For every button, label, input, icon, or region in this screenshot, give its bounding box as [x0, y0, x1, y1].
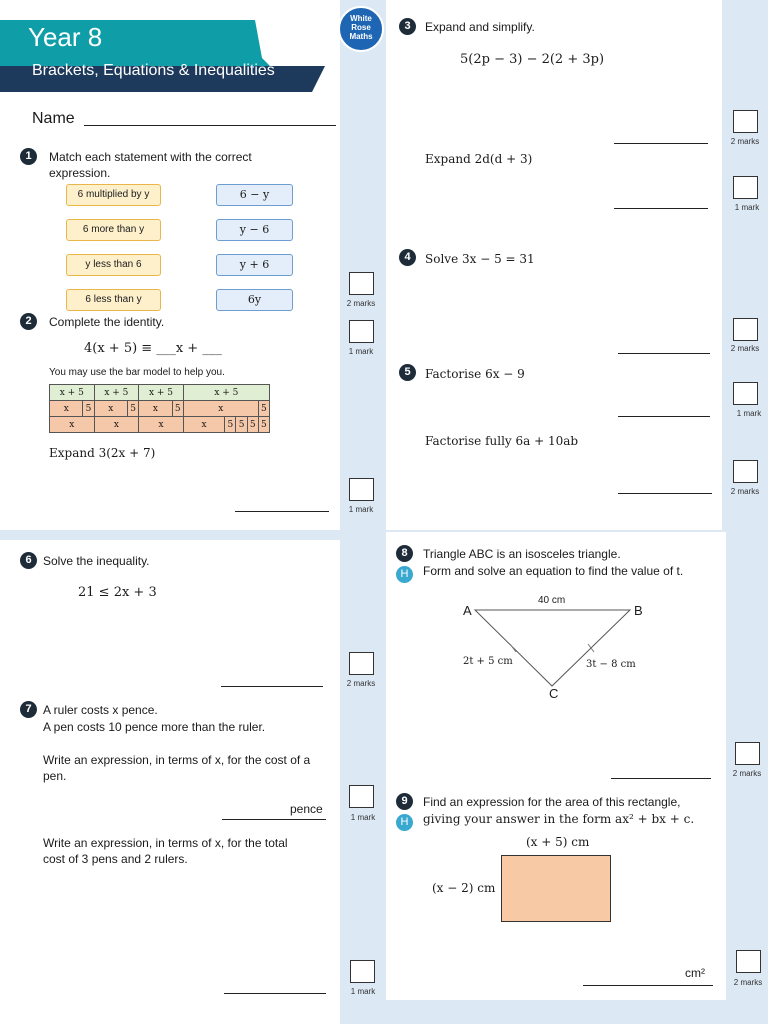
page-title: Year 8	[28, 22, 103, 52]
q8-answer-line	[611, 778, 711, 779]
q5-answer-line	[618, 416, 710, 417]
q2-number: 2	[20, 313, 37, 330]
q2-expand: Expand 3(2x + 7)	[49, 446, 156, 460]
q7-marks-a: 1 mark	[350, 813, 376, 822]
vertex-c: C	[549, 686, 559, 701]
q5-marks-a: 1 mark	[736, 409, 762, 418]
q3-expand: Expand 2d(d + 3)	[425, 152, 533, 166]
q1-statement-4[interactable]: 6 less than y	[66, 289, 161, 311]
q4-answer-line	[618, 353, 710, 354]
q9-text-1: Find an expression for the area of this rectangle,	[423, 795, 681, 809]
q5-mark-box[interactable]	[733, 382, 758, 405]
q7-text-3: Write an expression, in terms of x, for the cost of a	[43, 753, 311, 767]
triangle-top-label: 40 cm	[538, 595, 566, 606]
q1-statement-2[interactable]: 6 more than y	[66, 219, 161, 241]
bar-bot-6: 5	[236, 417, 247, 433]
q3b-answer-line	[614, 208, 708, 209]
q4-text: Solve 3x − 5 = 31	[425, 252, 535, 266]
page-subtitle: Brackets, Equations & Inequalities	[32, 62, 275, 79]
q8-higher-badge: H	[396, 566, 413, 583]
q8-number: 8	[396, 545, 413, 562]
q1-text: Match each statement with the correct	[49, 150, 252, 164]
q2-text: Complete the identity.	[49, 315, 165, 329]
q7-number: 7	[20, 701, 37, 718]
bar-mid-3: x	[94, 401, 127, 417]
bar-bot-8: 5	[258, 417, 269, 433]
q3-marks-b: 1 mark	[734, 203, 760, 212]
q5b-mark-box[interactable]	[733, 460, 758, 483]
q5-marks-b: 2 marks	[730, 487, 760, 496]
q5-text-2: Factorise fully 6a + 10ab	[425, 434, 579, 448]
rect-left-label: (x − 2) cm	[432, 881, 496, 895]
area-rectangle	[501, 855, 611, 922]
q2-marks-a: 1 mark	[348, 347, 374, 356]
q5-number: 5	[399, 364, 416, 381]
q4-number: 4	[399, 249, 416, 266]
q1-expression-2[interactable]: y − 6	[216, 219, 293, 241]
q1-mark-box[interactable]	[349, 272, 374, 295]
q7-marks-b: 1 mark	[350, 987, 376, 996]
bar-mid-2: 5	[83, 401, 94, 417]
logo-line-3: Maths	[349, 32, 373, 41]
q2-hint: You may use the bar model to help you.	[49, 367, 225, 378]
bar-bot-4: x	[183, 417, 225, 433]
q1-statement-3[interactable]: y less than 6	[66, 254, 161, 276]
bar-top-1: x + 5	[50, 385, 95, 401]
q6-answer-line	[221, 686, 323, 687]
bar-top-4: x + 5	[183, 385, 269, 401]
q9-answer-line	[583, 985, 713, 986]
q3-mark-box[interactable]	[733, 110, 758, 133]
q1-statement-1[interactable]: 6 multiplied by y	[66, 184, 161, 206]
q9-text-2: giving your answer in the form ax² + bx + c.	[423, 812, 695, 826]
bar-mid-4: 5	[128, 401, 139, 417]
q2-answer-line	[235, 511, 329, 512]
q3-answer-line	[614, 143, 708, 144]
q6-mark-box[interactable]	[349, 652, 374, 675]
q3-number: 3	[399, 18, 416, 35]
vertex-b: B	[634, 603, 643, 618]
q7b-answer-line	[224, 993, 326, 994]
q7-text-1: A ruler costs x pence.	[43, 703, 158, 717]
q3-expr: 5(2p − 3) − 2(2 + 3p)	[460, 52, 605, 67]
wrm-logo	[338, 6, 384, 52]
q4-marks: 2 marks	[730, 344, 760, 353]
q4-mark-box[interactable]	[733, 318, 758, 341]
bar-mid-5: x	[139, 401, 172, 417]
q9-marks: 2 marks	[733, 978, 763, 987]
q8-marks: 2 marks	[732, 769, 762, 778]
q7-text-6: cost of 3 pens and 2 rulers.	[43, 852, 188, 866]
bar-mid-8: 5	[258, 401, 269, 417]
rect-top-label: (x + 5) cm	[526, 835, 590, 849]
logo-line-1: White	[350, 14, 372, 23]
q3-marks-a: 2 marks	[730, 137, 760, 146]
logo-line-2: Rose	[351, 23, 371, 32]
q9-mark-box[interactable]	[736, 950, 761, 973]
q7-mark-box[interactable]	[349, 785, 374, 808]
q6-marks: 2 marks	[346, 679, 376, 688]
q5-text: Factorise 6x − 9	[425, 367, 525, 381]
triangle-left-label: 2t + 5 cm	[463, 656, 513, 667]
q1-expression-3[interactable]: y + 6	[216, 254, 293, 276]
q6-text: Solve the inequality.	[43, 554, 150, 568]
q2-mark-box[interactable]	[349, 320, 374, 343]
bar-mid-7: x	[183, 401, 258, 417]
q2b-mark-box[interactable]	[349, 478, 374, 501]
name-line	[84, 125, 336, 126]
q9-number: 9	[396, 793, 413, 810]
q2-marks-b: 1 mark	[348, 505, 374, 514]
q1-text-2: expression.	[49, 166, 111, 180]
q3-text: Expand and simplify.	[425, 20, 535, 34]
q7-text-5: Write an expression, in terms of x, for the total	[43, 836, 288, 850]
bar-model	[49, 384, 270, 433]
triangle-right-label: 3t − 8 cm	[586, 659, 636, 670]
bar-top-3: x + 5	[139, 385, 184, 401]
q2-identity: 4(x + 5) ≡ ___x + ___	[84, 341, 222, 356]
q8-text-2: Form and solve an equation to find the value of t.	[423, 564, 684, 578]
q3b-mark-box[interactable]	[733, 176, 758, 199]
q5b-answer-line	[618, 493, 712, 494]
q1-expression-4[interactable]: 6y	[216, 289, 293, 311]
bar-bot-3: x	[139, 417, 184, 433]
bar-bot-1: x	[50, 417, 95, 433]
q7b-mark-box[interactable]	[350, 960, 375, 983]
q6-number: 6	[20, 552, 37, 569]
q7-unit: pence	[290, 802, 323, 816]
bar-bot-7: 5	[247, 417, 258, 433]
q8-mark-box[interactable]	[735, 742, 760, 765]
q7-text-2: A pen costs 10 pence more than the ruler.	[43, 720, 266, 734]
bar-mid-6: 5	[172, 401, 183, 417]
vertex-a: A	[463, 603, 472, 618]
q7-answer-line	[222, 819, 326, 820]
q9-unit: cm²	[685, 966, 705, 980]
bar-bot-5: 5	[225, 417, 236, 433]
q8-text-1: Triangle ABC is an isosceles triangle.	[423, 547, 621, 561]
bar-top-2: x + 5	[94, 385, 139, 401]
name-label: Name	[32, 110, 75, 127]
q1-expression-1[interactable]: 6 − y	[216, 184, 293, 206]
q6-expr: 21 ≤ 2x + 3	[78, 585, 157, 600]
q1-marks: 2 marks	[346, 299, 376, 308]
q7-text-4: pen.	[43, 769, 67, 783]
bar-mid-1: x	[50, 401, 83, 417]
q1-number: 1	[20, 148, 37, 165]
q9-higher-badge: H	[396, 814, 413, 831]
bar-bot-2: x	[94, 417, 139, 433]
